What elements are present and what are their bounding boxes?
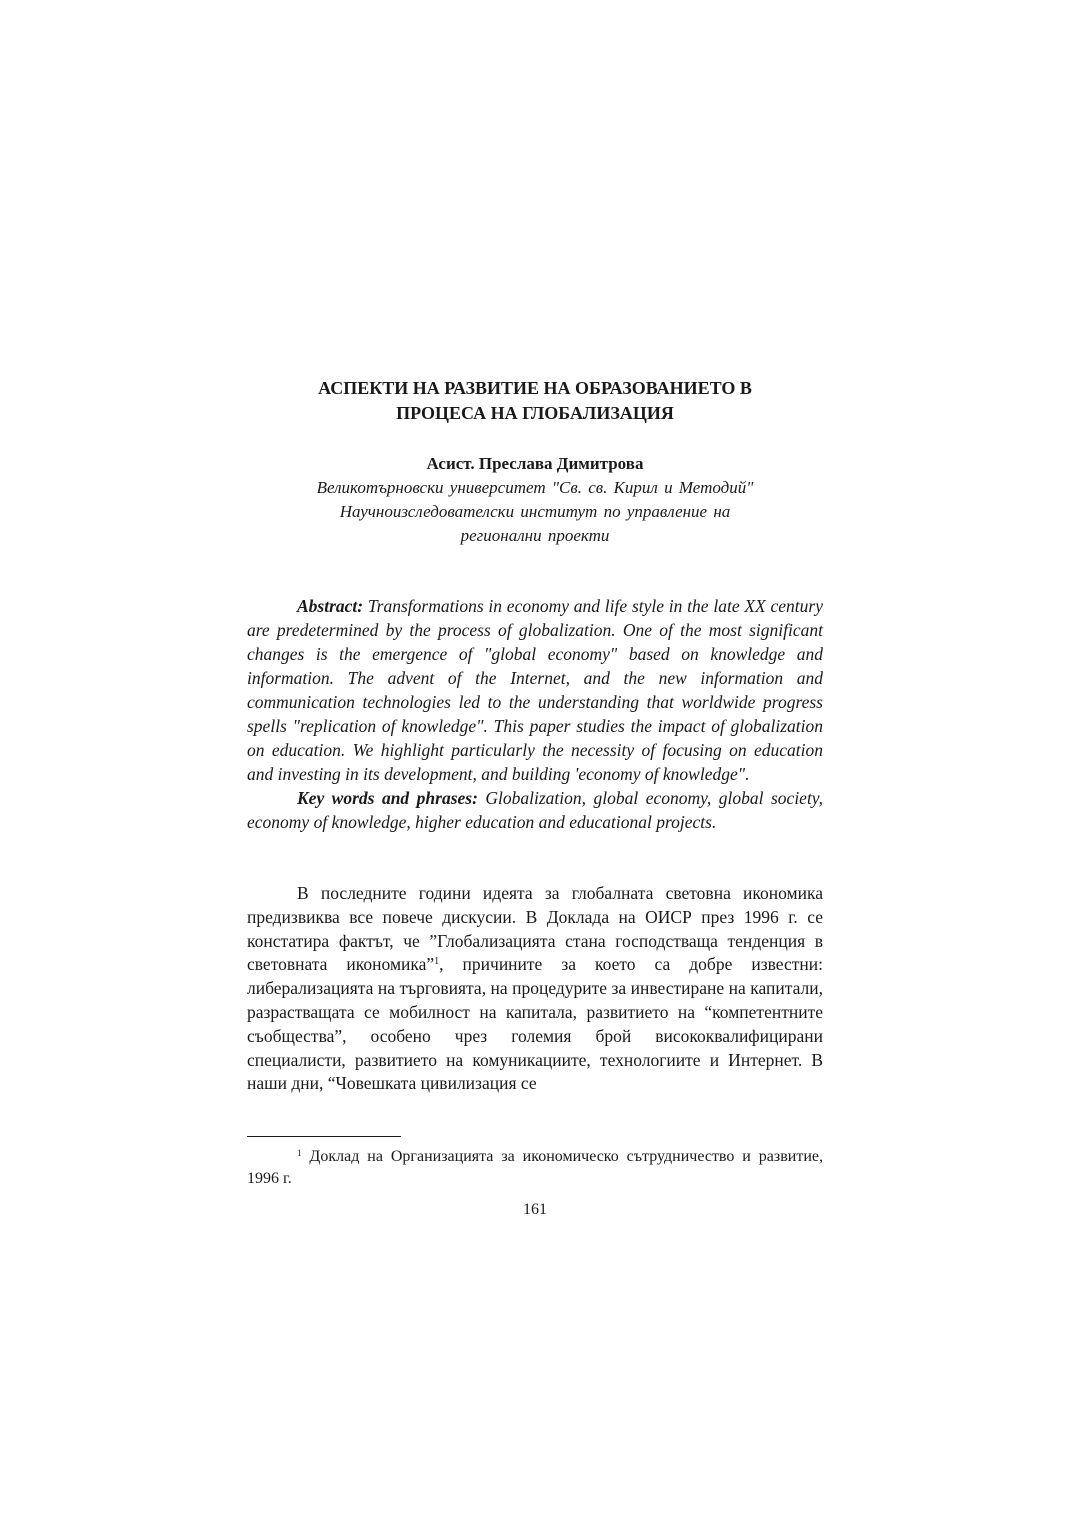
title-line-2: ПРОЦЕСА НА ГЛОБАЛИЗАЦИЯ <box>396 403 674 423</box>
keywords-text: Globalization, global economy, global society, economy of knowledge, higher education and educational projects. <box>247 788 823 832</box>
title-line-1: АСПЕКТИ НА РАЗВИТИЕ НА ОБРАЗОВАНИЕТО В <box>318 378 752 398</box>
author-affiliation <box>247 476 823 548</box>
abstract-paragraph <box>247 594 823 786</box>
body-text-part-1: В последните години идеята за глобалната световна икономика предизвиква все повече дискусии. В Доклада на ОИСР през 1996 г. се констатира фактът, че ”Глобализацията стана господстваща тенденция в световната икономика” <box>247 883 823 975</box>
affiliation-line-1: Великотърновски университет "Св. св. Кирил и Методий" <box>316 478 754 497</box>
abstract-block <box>247 594 823 834</box>
abstract-text: Transformations in economy and life style in the late XX century are predetermined by the process of globalization. One of the most significant changes is the emergence of "global economy" based on knowledge and information. The advent of the Internet, and the new information and communication technologies led to the understanding that worldwide progress spells "replication of knowledge". This paper studies the impact of globalization on education. We highlight particularly the necessity of focusing on education and investing in its development, and building 'economy of knowledge". <box>247 596 823 784</box>
footnote-reference: 1 <box>434 956 440 968</box>
affiliation-line-2: Научноизследователски институт по управление на <box>339 502 731 521</box>
article-title <box>247 376 823 426</box>
keywords-label: Key words and phrases: <box>297 788 478 808</box>
footnote-text: Доклад на Организацията за икономическо сътрудничество и развитие, 1996 г. <box>247 1148 823 1187</box>
body-paragraph <box>247 882 823 1096</box>
author-name: Асист. Преслава Димитрова <box>426 454 644 473</box>
keywords-paragraph <box>247 786 823 834</box>
footnote-divider <box>247 1136 401 1137</box>
body-text <box>247 882 823 1096</box>
footnote-paragraph <box>247 1146 823 1190</box>
footnote <box>247 1146 823 1190</box>
abstract-label: Abstract: <box>297 596 364 616</box>
affiliation-line-3: регионални проекти <box>460 526 610 545</box>
page-number: 161 <box>523 1201 547 1218</box>
body-text-part-2: , причините за което са добре известни: либерализацията на търговията, на процедурите за инвестиране на капитали, разрастващата се мобилност на капитала, развитието на “компетентните съобщества”, особено чрез големия брой висококвалифицирани специалисти, развитието на комуникациите, технологиите и Интернет. В наши дни, “Човешката цивилизация се <box>247 954 823 1094</box>
footnote-number: 1 <box>297 1148 302 1158</box>
